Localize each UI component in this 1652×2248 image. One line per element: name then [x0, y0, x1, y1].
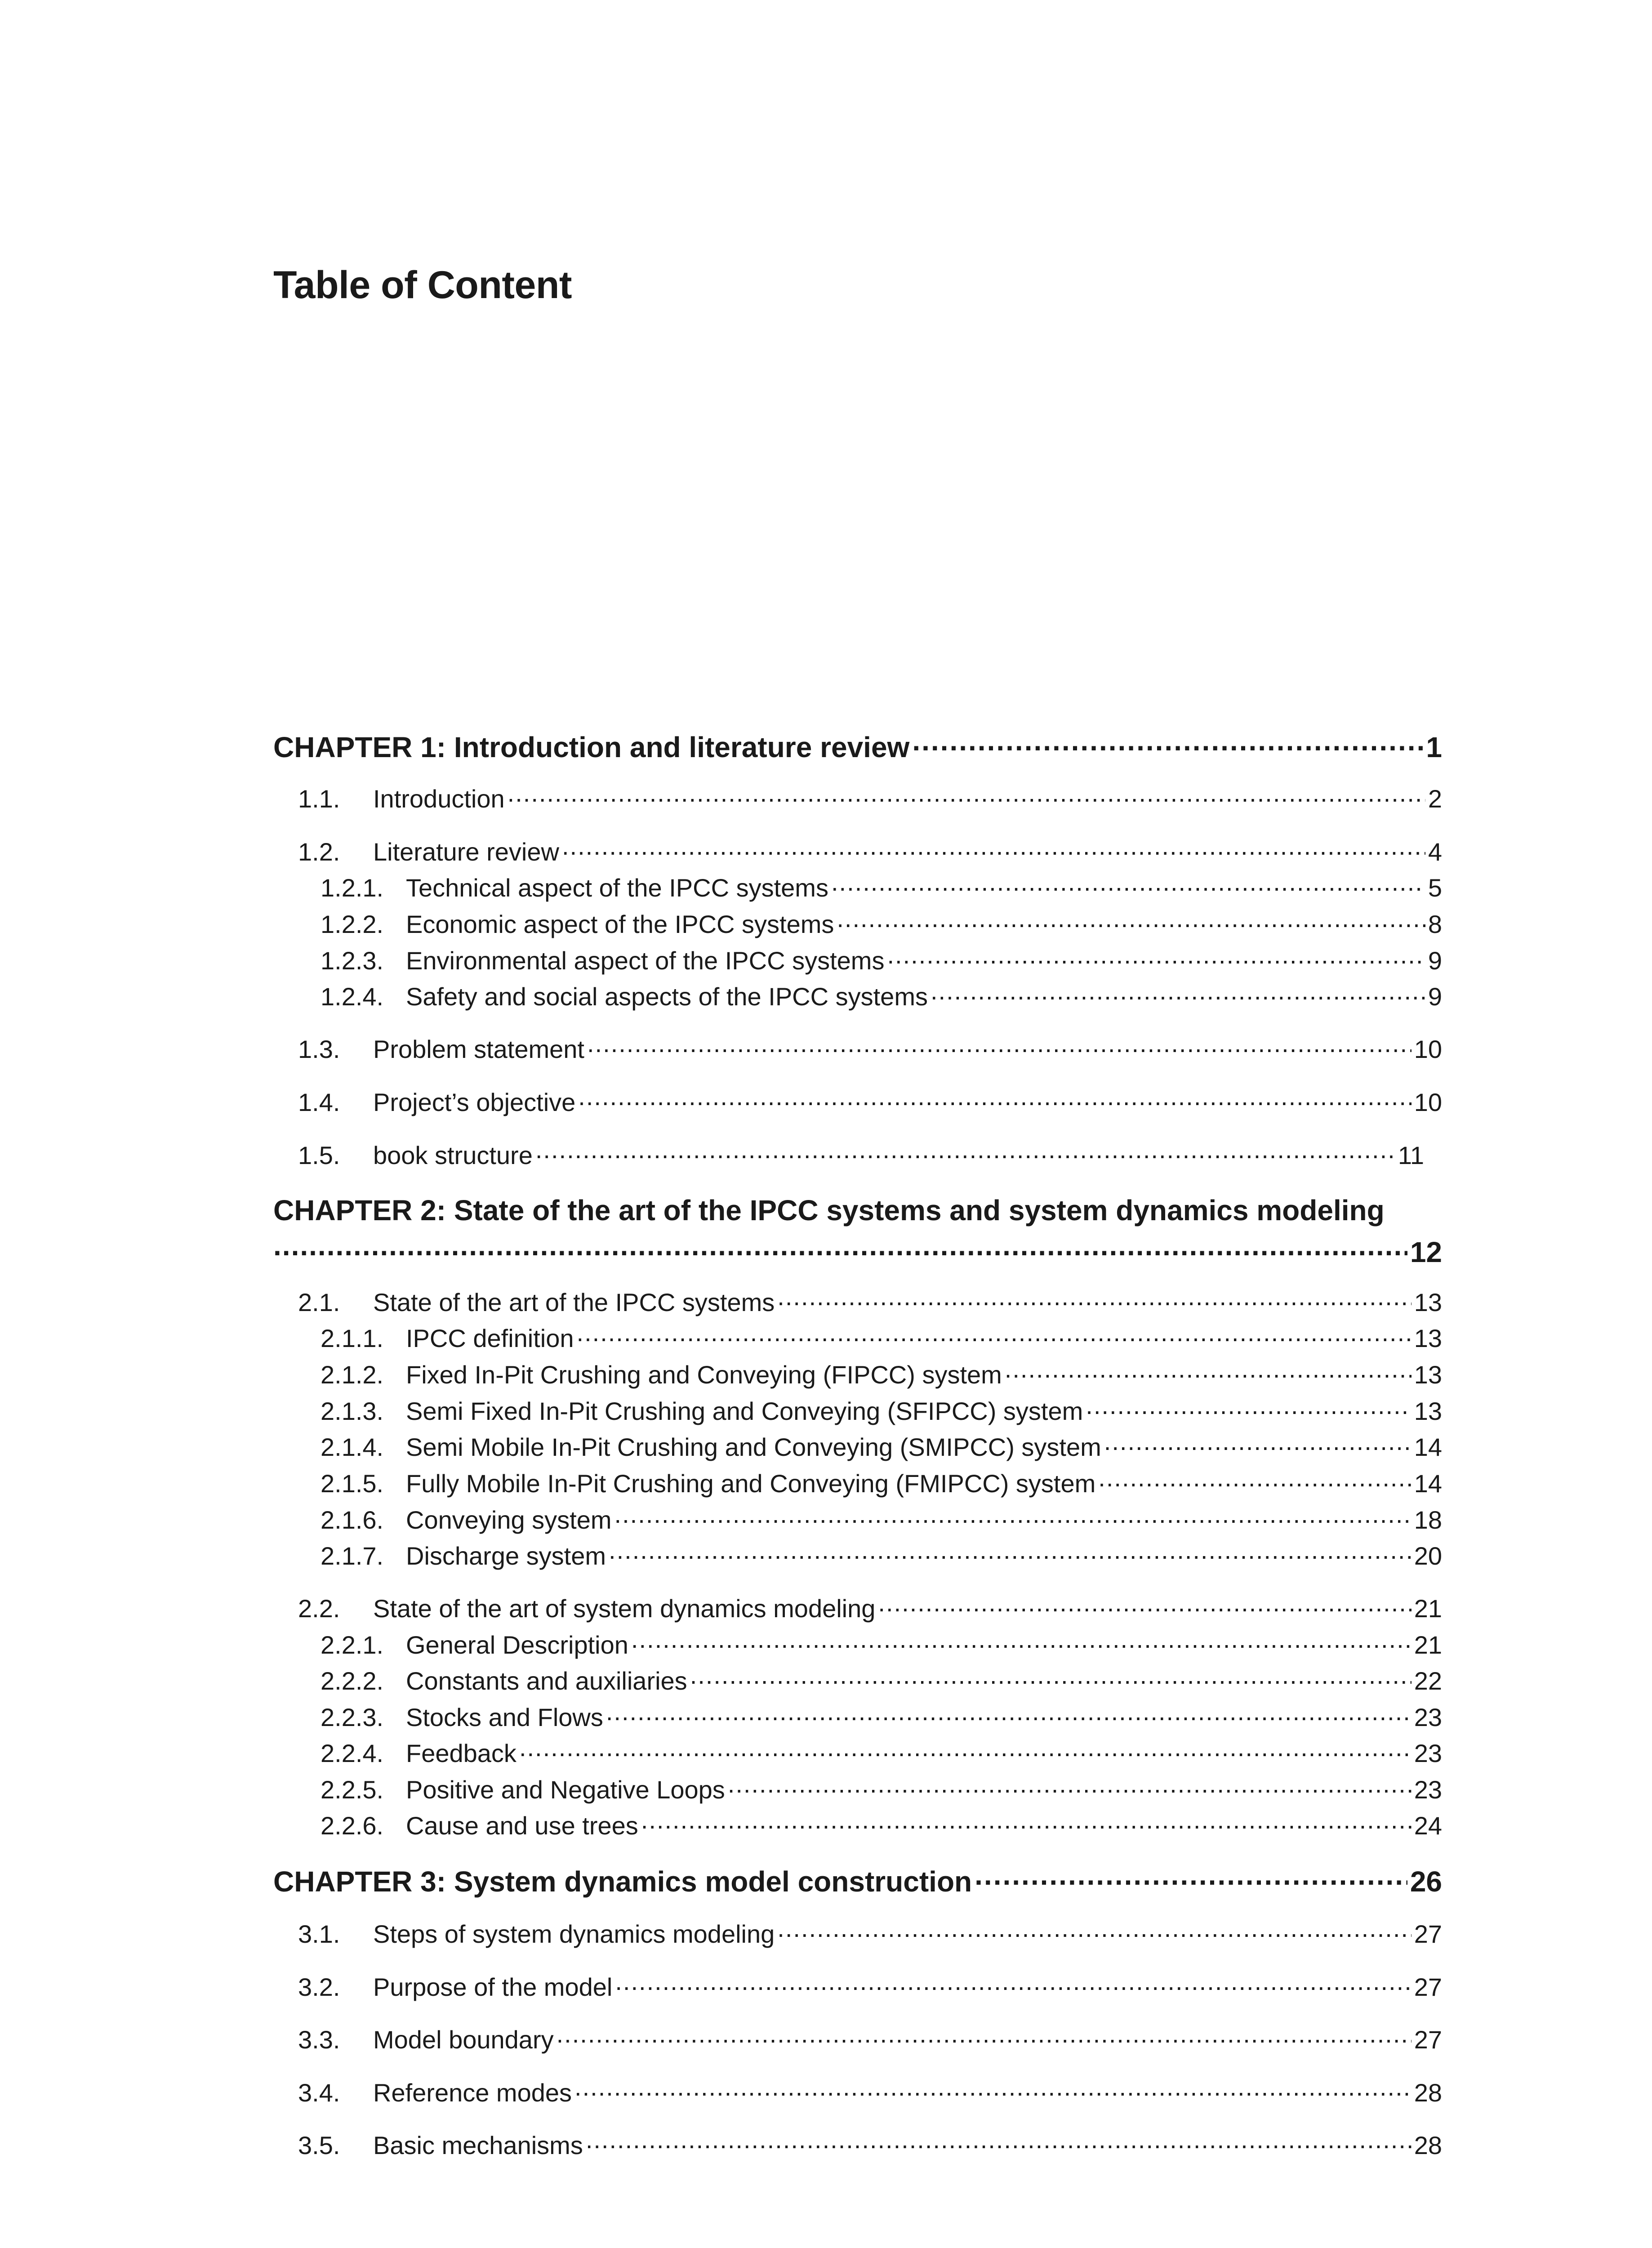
- dot-leader: [578, 1086, 1411, 1111]
- toc-entry-1-2-3[interactable]: [273, 944, 1442, 975]
- toc-label: CHAPTER 2: State of the art of the IPCC systems and system dynamics modeling: [273, 1194, 1385, 1227]
- toc-number: 2.2.1.: [321, 1631, 384, 1659]
- toc-page-number: 13: [1414, 1288, 1442, 1316]
- toc-label: Literature review: [373, 838, 559, 866]
- dot-leader: [614, 1503, 1412, 1529]
- toc-page-number: 21: [1414, 1594, 1442, 1623]
- toc-number: 1.2.2.: [321, 910, 384, 938]
- toc-label: book structure: [373, 1141, 533, 1169]
- toc-page-number: 22: [1414, 1667, 1442, 1695]
- toc-entry-1-2-2[interactable]: [273, 908, 1442, 939]
- toc-label: Project’s objective: [373, 1088, 576, 1116]
- dot-leader: [878, 1592, 1411, 1617]
- toc-entry-1-2-4[interactable]: [273, 980, 1442, 1011]
- dot-leader: [577, 1322, 1412, 1347]
- dot-leader: [519, 1737, 1412, 1762]
- toc-number: 2.1.: [298, 1288, 340, 1316]
- toc-page-number: 11: [1398, 1141, 1424, 1169]
- dot-leader: [1086, 1395, 1411, 1420]
- toc-label: Cause and use trees: [406, 1811, 638, 1840]
- dot-leader: [615, 1971, 1411, 1996]
- dot-leader: [586, 2129, 1412, 2154]
- toc-chapter-3[interactable]: [273, 1863, 1442, 1898]
- toc-entry-2-2-6[interactable]: [273, 1809, 1442, 1840]
- toc-number: 2.1.5.: [321, 1469, 384, 1498]
- toc-number: 2.1.2.: [321, 1360, 384, 1389]
- toc-page-number: 27: [1414, 1920, 1442, 1948]
- toc-label: Constants and auxiliaries: [406, 1667, 687, 1695]
- toc-number: 2.1.7.: [321, 1542, 384, 1570]
- toc-label: CHAPTER 1: Introduction and literature review: [273, 731, 910, 763]
- toc-page-number: 23: [1414, 1703, 1442, 1731]
- toc-label: State of the art of system dynamics modeling: [373, 1594, 876, 1623]
- toc-label: Reference modes: [373, 2079, 572, 2107]
- toc-label: Stocks and Flows: [406, 1703, 603, 1731]
- toc-number: 2.2.3.: [321, 1703, 384, 1731]
- dot-leader: [574, 2076, 1412, 2101]
- toc-number: 3.1.: [298, 1920, 340, 1948]
- toc-page-number: 18: [1414, 1506, 1442, 1534]
- toc-number: 1.2.1.: [321, 874, 384, 902]
- toc-number: 2.2.: [298, 1594, 340, 1623]
- toc-label: Semi Fixed In-Pit Crushing and Conveying (SFIPCC) system: [406, 1397, 1083, 1425]
- toc-label: Model boundary: [373, 2025, 554, 2054]
- toc-page-number: 12: [1410, 1236, 1442, 1268]
- dot-leader: [837, 908, 1425, 933]
- toc-entry-2-1-1[interactable]: [273, 1322, 1442, 1353]
- dot-leader: [1005, 1358, 1412, 1383]
- toc-entry-2-2-4[interactable]: [273, 1737, 1442, 1768]
- toc-label: Fixed In-Pit Crushing and Conveying (FIPCC) system: [406, 1360, 1002, 1389]
- toc-entry-2-1-6[interactable]: [273, 1503, 1442, 1534]
- toc-page-number: 23: [1414, 1775, 1442, 1804]
- toc-number: 2.2.5.: [321, 1775, 384, 1804]
- toc-page-number: 10: [1414, 1088, 1442, 1116]
- toc-label: Problem statement: [373, 1035, 584, 1063]
- toc-label: Positive and Negative Loops: [406, 1775, 725, 1804]
- toc-entry-2-2-3[interactable]: [273, 1701, 1442, 1732]
- toc-entry-3-1[interactable]: [273, 1918, 1442, 1949]
- toc-page-number: 21: [1414, 1631, 1442, 1659]
- toc-page-number: 27: [1414, 1973, 1442, 2001]
- toc-number: 3.4.: [298, 2079, 340, 2107]
- toc-label: CHAPTER 3: System dynamics model construction: [273, 1865, 972, 1898]
- dot-leader: [631, 1628, 1412, 1654]
- toc-label: Semi Mobile In-Pit Crushing and Conveying (SMIPCC) system: [406, 1433, 1101, 1461]
- toc-entry-2-2-1[interactable]: [273, 1628, 1442, 1659]
- toc-entry-3-5[interactable]: [273, 2129, 1442, 2160]
- toc-page-number: 26: [1410, 1865, 1442, 1898]
- toc-page-number: 8: [1428, 910, 1442, 938]
- toc-entry-1-2[interactable]: [273, 835, 1442, 866]
- toc-page-number: 10: [1414, 1035, 1442, 1063]
- dot-leader: [557, 2023, 1412, 2048]
- toc-number: 3.5.: [298, 2131, 340, 2159]
- dot-leader: [587, 1033, 1412, 1058]
- toc-entry-1-2-1[interactable]: [273, 871, 1442, 902]
- toc-entry-1-1[interactable]: [273, 782, 1442, 813]
- dot-leader: [606, 1701, 1412, 1726]
- dot-leader: [690, 1664, 1412, 1690]
- toc-label: Discharge system: [406, 1542, 606, 1570]
- toc-entry-2-1-2[interactable]: [273, 1358, 1442, 1389]
- dot-leader: [508, 782, 1425, 807]
- toc-entry-2-1-7[interactable]: [273, 1539, 1442, 1570]
- dot-leader: [1104, 1431, 1412, 1456]
- toc-page-number: 1: [1426, 731, 1442, 763]
- dot-leader: [728, 1773, 1412, 1798]
- toc-label: Technical aspect of the IPCC systems: [406, 874, 828, 902]
- toc-entry-1-3[interactable]: [273, 1033, 1442, 1064]
- toc-number: 3.2.: [298, 1973, 340, 2001]
- toc-entry-2-2-5[interactable]: [273, 1773, 1442, 1804]
- toc-page-number: 2: [1428, 785, 1442, 813]
- toc-number: 1.4.: [298, 1088, 340, 1116]
- toc-page-number: 9: [1428, 946, 1442, 975]
- toc-page-number: 23: [1414, 1739, 1442, 1767]
- toc-page-number: 14: [1414, 1469, 1442, 1498]
- toc-number: 3.3.: [298, 2025, 340, 2054]
- toc-label: Fully Mobile In-Pit Crushing and Conveying (FMIPCC) system: [406, 1469, 1096, 1498]
- toc-number: 2.2.2.: [321, 1667, 384, 1695]
- toc-number: 1.5.: [298, 1141, 340, 1169]
- dot-leader: [562, 835, 1425, 861]
- toc-entry-3-2[interactable]: [273, 1971, 1442, 2002]
- toc-label: Conveying system: [406, 1506, 612, 1534]
- toc-number: 2.1.3.: [321, 1397, 384, 1425]
- toc-label: General Description: [406, 1631, 628, 1659]
- toc-number: 1.2.: [298, 838, 340, 866]
- toc-entry-2-1-3[interactable]: [273, 1395, 1442, 1426]
- dot-leader: [975, 1863, 1407, 1891]
- toc-page-number: 20: [1414, 1542, 1442, 1570]
- toc-label: Safety and social aspects of the IPCC systems: [406, 982, 928, 1011]
- toc-label: State of the art of the IPCC systems: [373, 1288, 775, 1316]
- toc-entry-2-1-5[interactable]: [273, 1467, 1442, 1498]
- toc-number: 2.1.1.: [321, 1324, 384, 1352]
- toc-entry-2-2-2[interactable]: [273, 1664, 1442, 1695]
- toc-page-number: 27: [1414, 2025, 1442, 2054]
- toc-page-number: 4: [1428, 838, 1442, 866]
- toc-number: 1.3.: [298, 1035, 340, 1063]
- toc-page-number: 28: [1414, 2131, 1442, 2159]
- toc-entry-2-2[interactable]: [273, 1592, 1442, 1623]
- toc-page-number: 13: [1414, 1360, 1442, 1389]
- toc-label: Purpose of the model: [373, 1973, 613, 2001]
- toc-label: Introduction: [373, 785, 505, 813]
- toc-page-number: 5: [1428, 874, 1442, 902]
- dot-leader: [535, 1139, 1395, 1164]
- toc-chapter-2[interactable]: [273, 1194, 1442, 1227]
- toc-chapter-2-continuation[interactable]: [273, 1233, 1442, 1269]
- toc-page-number: 13: [1414, 1397, 1442, 1425]
- dot-leader: [641, 1809, 1412, 1834]
- toc-number: 2.2.6.: [321, 1811, 384, 1840]
- toc-label: Feedback: [406, 1739, 517, 1767]
- toc-page-number: 28: [1414, 2079, 1442, 2107]
- toc-number: 1.1.: [298, 785, 340, 813]
- toc-label: IPCC definition: [406, 1324, 574, 1352]
- dot-leader: [912, 728, 1423, 757]
- toc-chapter-1[interactable]: [273, 728, 1442, 764]
- toc-entry-2-1[interactable]: [273, 1286, 1442, 1317]
- dot-leader: [831, 871, 1425, 897]
- dot-leader: [273, 1233, 1407, 1262]
- toc-entry-1-5[interactable]: [273, 1139, 1424, 1170]
- toc-label: Environmental aspect of the IPCC systems: [406, 946, 885, 975]
- toc-label: Steps of system dynamics modeling: [373, 1920, 775, 1948]
- toc-entry-3-4[interactable]: [273, 2076, 1442, 2107]
- dot-leader: [887, 944, 1425, 969]
- toc-number: 2.1.4.: [321, 1433, 384, 1461]
- dot-leader: [931, 980, 1425, 1005]
- toc-label: Economic aspect of the IPCC systems: [406, 910, 834, 938]
- toc-page-number: 13: [1414, 1324, 1442, 1352]
- toc-number: 2.2.4.: [321, 1739, 384, 1767]
- toc-number: 1.2.4.: [321, 982, 384, 1011]
- toc-page-number: 14: [1414, 1433, 1442, 1461]
- toc-entry-3-3[interactable]: [273, 2023, 1442, 2054]
- toc-page-number: 9: [1428, 982, 1442, 1011]
- toc-label: Basic mechanisms: [373, 2131, 583, 2159]
- dot-leader: [777, 1286, 1411, 1311]
- dot-leader: [609, 1539, 1412, 1565]
- page-title: Table of Content: [273, 263, 572, 307]
- toc-number: 1.2.3.: [321, 946, 384, 975]
- toc-entry-1-4[interactable]: [273, 1086, 1442, 1117]
- dot-leader: [777, 1918, 1411, 1943]
- toc-entry-2-1-4[interactable]: [273, 1431, 1442, 1462]
- toc-page-number: 24: [1414, 1811, 1442, 1840]
- dot-leader: [1098, 1467, 1411, 1492]
- toc-number: 2.1.6.: [321, 1506, 384, 1534]
